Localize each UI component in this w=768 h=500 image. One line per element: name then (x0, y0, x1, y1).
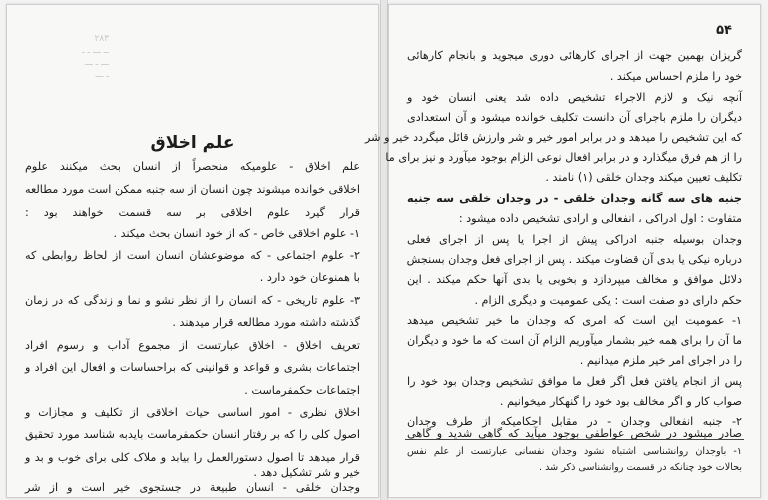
text-line: اصول کلی را که بر رفتار انسان حکمفرماست بایدبه شناسد مورد تحقیق (25, 428, 360, 441)
page-number: ۵۴ (716, 23, 732, 38)
footnote-divider (405, 439, 744, 440)
text-line: اجتماعات بشری و قواعد و قوانینی که براحساسات و افعال این افراد و (25, 361, 360, 374)
text-line: اخلاق نظری - امور اساسی حیات اخلاقی از تکلیف و مجازات و (25, 406, 360, 419)
text-line: علم اخلاق - علومیکه منحصراً از انسان بحث میکنند علوم (25, 160, 360, 173)
text-line: تکلیف تعیین میکند وجدان خلقی (۱) نامند . (545, 171, 742, 184)
text-line: وجدان خلقی - انسان طبیعة در جستجوی خیر است و از شر (25, 481, 360, 494)
book-gutter (380, 0, 388, 500)
text-line: را از هم فرق میگذارد و در برابر افعال نوعی الزام بوجود میآورد و نیز برای ما (385, 151, 742, 164)
footnote-line: ۱- باوجدان روانشناسی اشتباه نشود وجدان نفسانی عبارتست از علم نفس (407, 446, 742, 457)
section-title: علم اخلاق (150, 133, 235, 153)
bleed-through-text: ۲۸۳ ــ ـــ ـ ـ ـــ ـ ـــ ـ ـــ (81, 34, 109, 80)
text-line: تعریف اخلاق - اخلاق عبارتست از مجموع آداب و رسوم افراد (25, 339, 360, 352)
text-line: آنچه نیک و لازم الاجراء تشخیص داده شد یعنی انسان خود و (407, 91, 742, 104)
text-line: دیگران را ملزم باجرای آن دانست تکلیف خوانده میشود و آن استعدادی (407, 111, 742, 124)
text-line: ما آن را برای همه خیر بشمار میآوریم الزام آن است که ما خود و دیگران (407, 334, 742, 347)
text-line: اخلاقی خوانده میشوند چون انسان از سه جنبه ممکن است مورد مطالعه (25, 183, 360, 196)
text-line: با همنوعان خود دارد . (259, 271, 360, 284)
text-line: دلائل موافق و مخالف میپردازد و بخوبی یا بدی آنها حکم میکند . این (407, 273, 742, 286)
text-line: پس از انجام یافتن فعل اگر فعل ما موافق تشخیص وجدان بود خود را (407, 375, 742, 388)
text-line: متفاوت : اول ادراکی ، انفعالی و ارادی تشخیص داده میشود : (458, 212, 742, 225)
text-line: قرار میدهد تا اصول دستورالعمل را بیابد و ملاک کلی برای خوب و بد و (25, 451, 360, 464)
text-line: جنبه های سه گانه وجدان خلقی - در وجدان خلقی سه جنبه (407, 192, 742, 205)
text-line: را در اجرای امر خیر ملزم میدانیم . (579, 354, 742, 367)
text-line: اجتماعات حکمفرماست . (244, 384, 360, 397)
text-line: صادر میشود در شخص عواطفی بوجود میآید که گاهی شدید و گاهی (407, 427, 742, 440)
text-line: خود را ملزم احساس میکند . (609, 70, 742, 83)
text-line: ۱- علوم اخلاقی خاص - که از خود انسان بحث میکند . (113, 227, 360, 240)
text-line: حکم دارای دو صفت است : یکی عمومیت و دیگری الزام . (474, 294, 742, 307)
text-line: صواب کار و اگر مخالف بود خود را گنهکار میخوانیم . (499, 395, 742, 408)
right-page (364, 4, 761, 498)
text-line: ۳- علوم تاریخی - که انسان را از نظر نشو و نما و زندگی که در زمان (25, 294, 360, 307)
text-line: ۲- جنبه انفعالی وجدان - در مقابل احکامیکه از طرف وجدان (407, 415, 742, 428)
text-line: ۲- علوم اجتماعی - که موضوعشان انسان است از لحاظ روابطی که (25, 249, 360, 262)
text-line: وجدان بوسیله جنبه ادراکی پیش از اجرا یا پس از اجرای فعلی (407, 233, 742, 246)
text-line: ۱- عمومیت این است که امری که وجدان ما خیر تشخیص میدهد (407, 314, 742, 327)
text-line: که این تشخیص را میدهد و در برابر امور خیر و شر وارزش قائل میگردد خیر و شر (364, 131, 742, 144)
text-line: قرار گیرد علوم اخلاقی بر سه قسمت خواهند بود : (25, 206, 360, 219)
footnote-line: بحالات خود چنانکه در قسمت روانشناسی ذکر شد . (539, 462, 742, 473)
left-page (6, 4, 379, 498)
text-line: گذشته داشته مورد مطالعه قرار میدهند . (172, 316, 360, 329)
text-line: خیر و شر تشکیل دهد . (253, 466, 360, 479)
text-line: درباره نیکی یا بدی آن قضاوت میکند . پس از اجرای فعل وجدان بسنجش (406, 253, 742, 266)
text-line: گریزان بهمین جهت از اجرای کارهائی دوری میجوید و بانجام کارهائی (407, 49, 742, 62)
